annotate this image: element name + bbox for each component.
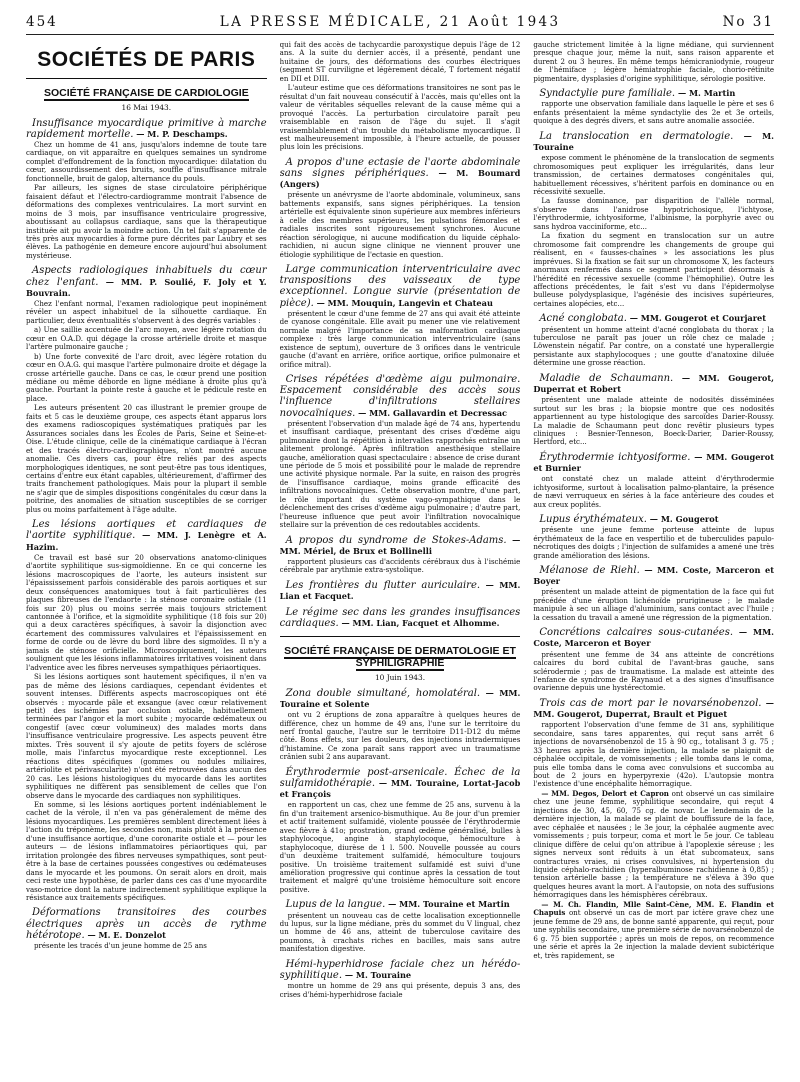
page-number: 454: [26, 14, 58, 30]
article-authors: — M. P. Deschamps.: [133, 128, 228, 139]
article-authors: — MM. Coste, Marceron et Boyer: [533, 627, 774, 649]
article-authors: — M. Touraine: [342, 970, 412, 981]
article-title-text: Concrétions calcaires sous-cutanées.: [539, 627, 734, 639]
article-authors: — MM. Gougerot et Courjaret: [626, 313, 767, 324]
article-title-text: Zona double simultané, homolatéral.: [285, 687, 481, 699]
article-title: [26, 907, 267, 941]
article-title-text: Crises répétées d'œdème aigu pulmonaire. Espacement considérable des accès sous l'influence d'infiltrations stellaires novocaïniques.: [279, 374, 521, 419]
paragraph: rapporte une observation familiale dans laquelle le père et ses 6 enfants présentaient la même syndactylie des 2e et 3e orteils, quoique à des degrés divers, et sans autre anomalie associée.: [533, 99, 774, 126]
paragraph: Par ailleurs, les signes de stase circulatoire périphérique faisaient défaut et l'électro-cardiogramme montrait l'absence de déformations des complexes ventriculaires. La mort survint en moins de 3 mois, par insuffisance ventriculaire progressive, aboutissant au collapsus cardiaque, sans que la thérapeutique instituée ait pu avoir la moindre action. Un tel fait s'apparente de très près aux myocardies à forme pure décrites par Laubry et ses élèves. La pathogénie en demeure encore aujourd'hui absolument mystérieuse.: [26, 183, 267, 260]
article-title: [533, 452, 774, 474]
article-authors: — MM. P. Soulié, F. Joly et Y. Bouvrain.: [26, 276, 267, 298]
article-authors: — MM. Gougerot, Duperrat, Brault et Piguet: [533, 697, 774, 720]
paragraph: Si les lésions aortiques sont hautement spécifiques, il n'en va pas de même des lésions cardiaques, cependant évidentes et souvent intenses. Différents aspects macroscopiques ont été observés : myocarde pâle et exsangue (avec cœur relativement petit) des ischémies par occlusion ostiale, habituellement terminées par l'angor et la mort subite ; myocarde œdémateux ou congestif (avec cœur volumineux) des malades morts dans l'insuffisance ventriculaire progressive. Les aspects peuvent être mixtes. Très souvent il s'y ajoute de petits foyers de sclérose molle, mais l'infarctus myocardique reste exceptionnel. Les réactions dites spécifiques (gommes ou nodules miliaires, artériolite et périvascularite) n'ont été retrouvées dans aucun des 20 cas. Les lésions histologiques du myocarde dans les aortites syphilitiques ne diffèrent pas sensiblement de celles que l'on observe dans le myocarde des cardiaques non syphilitiques.: [26, 672, 267, 800]
paragraph: La fixation du segment en translocation sur un autre chromosome fait comprendre les changements de groupe qui réalisent, en « fausses-chaînes » les associations les plus imprévues. Si la fixation se fait sur un chromosome X, les facteurs anormaux renfermés dans ce segment participent désormais à l'hérédité en récessive sexuelle (comme l'hémophilie). Outre les affections précédentes, le fait s'est vu dans l'épidermolyse bulleuse polydysplasique, l'agénésie des incisives supérieures, certaines alopécies, etc...: [533, 231, 774, 308]
article-title: [280, 264, 521, 309]
paragraph: présentent une femme de 34 ans atteinte de concrétions calcaires du bord cubital de l'avant-bras gauche, sans sclérodermie ; pas de traumatisme. La malade est atteinte des l'enfance de syndrome de Raynaud et a des signes d'insuffisance ovarienne depuis une hystérectomie.: [533, 649, 774, 693]
article-title-text: A propos d'une ectasie de l'aorte abdominale sans signes périphériques.: [279, 156, 521, 180]
paragraph: présente une jeune femme porteuse atteinte de lupus érythémateux de la face en vespertilio et de tuberculides papulo-nécrotiques des doigts ; l'injection de sulfamides a amené une très grande amélioration des lésions.: [533, 525, 774, 560]
paragraph: gauche strictement limitée à la ligne médiane, qui surviennent presque chaque jour, même la nuit, sans raison apparente et durent 2 ou 3 heures. En même temps hémicraniodynie, rougeur de l'hémiface ; légère hémiatrophie faciale, chorio-rétinite pigmentaire, dysplasies d'origine syphilitique, sérologie positive.: [533, 41, 774, 83]
article-authors: — M. Martin: [675, 88, 736, 99]
paragraph: présentent le cœur d'une femme de 27 ans qui avait été atteinte de cyanose congénitale. Elle avait pu mener une vie relativement normale malgré l'importance de sa malformation cardiaque complexe : très large communication interventriculaire (sans existence de septum), ouverture de 3 orifices dans le ventricule gauche (d'avant en arrière, orifice aortique, orifice pulmonaire et orifice mitral).: [279, 308, 521, 369]
article-title: [280, 374, 521, 419]
article-authors: — MM. Coste, Marceron et Boyer: [533, 565, 774, 587]
article-title: [280, 899, 521, 910]
article-title: [533, 698, 774, 720]
paragraph: présentent une malade atteinte de nodosités disséminées surtout sur les bras ; la biopsie montre que ces nodosités appartiennent au type histologique des sarcoïdes Darier-Roussy. La maladie de Schaumann peut donc revêtir plusieurs types cliniques : Besnier-Tenneson, Boeck-Darier, Darier-Roussy, Hertford, etc...: [533, 395, 774, 447]
paragraph: qui fait des accès de tachycardie paroxystique depuis l'âge de 12 ans. A la suite du dernier accès, il a présenté, pendant une huitaine de jours, des déformations des courbes électriques (segment ST curviligne et légèrement décalé, T fortement négatif en DII et DIII.: [279, 41, 521, 83]
paragraph: a) Une saillie accentuée de l'arc moyen, avec légère rotation du cœur en O.A.D. qui dégage la crosse artérielle droite et masque l'artère pulmonaire gauche ;: [26, 325, 267, 352]
article-title: [26, 265, 267, 299]
section-title: SOCIÉTÉS DE PARIS: [26, 47, 267, 79]
article-title-text: Déformations transitoires des courbes électriques après un accès de rythme hétérotope.: [26, 907, 267, 941]
article-title-text: Trois cas de mort par le novarsénobenzol.: [539, 697, 762, 709]
article-authors: — M. Gougerot: [646, 514, 719, 525]
article-title: [533, 565, 774, 587]
article-authors: — M. Ch. Flandin, Mlle Saint-Cène, MM. E. Flandin et Chapuis: [533, 899, 774, 918]
article-title-text: A propos du syndrome de Stokes-Adams.: [285, 534, 507, 546]
article-title-text: Insuffisance myocardique primitive à marche rapidement mortelle.: [26, 117, 267, 140]
paragraph: ont vu 2 éruptions de zona apparaître à quelques heures de différence, chez un homme de 49 ans, l'une sur le territoire du nerf frontal gauche, l'autre sur le territoire D11-D12 du même côté. Bons effets, sur les douleurs, des injections intradermiques d'histamine. Ce zona paraît sans rapport avec un traumatisme crânien subi 2 ans auparavant.: [279, 710, 521, 762]
paragraph: présentent un malade atteint de pigmentation de la face qui fut précédée d'une éruption lichénoïde prurigineuse ; le malade manipule à sec un alliage d'aluminium, sans contact avec l'huile ; la cessation du travail a amené une régression de la pigmentation.: [533, 587, 774, 622]
society-title-text: SOCIÉTÉ FRANÇAISE DE CARDIOLOGIE: [43, 87, 249, 100]
society-title: [280, 645, 521, 670]
article-authors: — MM. Touraine et Solente: [279, 687, 521, 709]
article-title-text: Maladie de Schaumann.: [539, 372, 674, 384]
session-date: 10 Juin 1943.: [374, 672, 426, 682]
article-title-text: Large communication interventriculaire avec transpositions des vaisseaux de type exceptionnel. Longue survie (présentation de pièce).: [279, 264, 521, 309]
paragraph-text: ont observé un cas de mort par ictère grave chez une jeune femme de 29 ans, de bonne santé apparente, qui reçut, pour une syphilis secondaire, une première série de novarsénobenzol de 6 g. 75 bien supportée ; après un mois de repos, on recommence une série et après la 2e injection la malade devient subictérique et, très rapidement, se: [533, 908, 774, 960]
paragraph: Ce travail est basé sur 20 observations anatomo-cliniques d'aortite syphilitique sus-sigmoïdienne. En ce qui concerne les lésions macroscopiques de l'aorte, les auteurs insistent sur l'épaississement parfois considérable des parois aortiques et sur deux conséquences anatomiques tout à fait particulières des plaques fibreuses de l'endaorte : la sténose coronaire ostiale (11 fois sur 20) plus ou moins serrée mais toujours strictement cantonnée à l'orifice, et la sigmoïdite syphilitique (18 fois sur 20) qui a deux caractères spécifiques, à savoir la disjonction avec écartement des commissures valvulaires et l'épaississement en forme de corde ou de lèvre du bord libre des sigmoïdes. Il n'y a jamais de sténose orificielle. Microscopiquement, les auteurs soulignent que les lésions inflammatoires irritatives voisinent dans l'adventice avec les fibres nerveuses sympathiques périaortiques.: [26, 552, 267, 672]
article-authors: — M. Touraine: [533, 130, 774, 152]
paragraph: rapportent l'observation d'une femme de 31 ans, syphilitique secondaire, sans tares apparentes, qui reçut sans arrêt 6 injections de novarsénobenzol de 15 à 90 cg., totalisant 3 g. 75 ; 33 heures après la dernière injection, la malade se plaignit de céphalée occipitale, de vomissements ; elle tomba dans le coma, puis elle tomba dans le coma avec convulsions et succomba au bout de 2 jours en hyperpyrexie (42o). L'autopsie montra l'existence d'une encéphalite hémorragique.: [533, 720, 774, 789]
article-title-text: Érythrodermie post-arsenicale. Échec de la sulfamidothérapie.: [279, 766, 521, 790]
column-1: [26, 41, 267, 1081]
article-authors: — MM. J. Lenègre et A. Hazim.: [26, 530, 267, 552]
article-title: [280, 580, 521, 602]
article-authors: — MM. Degos, Delort et Capron: [541, 788, 669, 798]
paragraph-text: ont observé un cas similaire chez une jeune femme, syphilitique secondaire, qui reçut 4 injections de 30, 45, 60, 75 cg. de novar. Le lendemain de la dernière injection, la malade se plaint de bouffissure de la face, avec céphalée et nausées ; le 3e jour, la céphalée augmente avec vomissements ; puis torpeur, coma et mort le 5e jour. Ce tableau clinique diffère de celui qu'on attribue à l'apoplexie séreuse ; les signes nerveux sont réduits à un état subcomateux, sans contractures vraies, ni crises convulsives, ni hypertension du liquide céphalo-rachidien (hyperalbuminose rachidienne à 0,85) ; tension artérielle basse ; la température ne s'éleva à 39o que quelques heures avant la mort. A l'autopsie, on nota des suffusions hémorragiques dans les hémisphères cérébraux.: [533, 788, 774, 900]
paragraph: Chez l'enfant normal, l'examen radiologique peut inopinément révéler un aspect inhabituel de la silhouette cardiaque. En particulier, deux éventualités s'observent à des degrés variables :: [26, 298, 267, 325]
paragraph: [533, 790, 774, 900]
article-authors: — MM. Lian, Facquet et Alhomme.: [338, 618, 500, 629]
article-authors: — MM. Gougerot, Duperrat et Robert: [533, 372, 774, 394]
paragraph: présentent un homme atteint d'acné conglobata du thorax ; la tuberculose ne paraît pas jouer un rôle chez ce malade ; Löwenstein négatif. Par contre, on a constaté une hyperallergie persistante aux staphylocoques ; une goutte d'anatoxine diluée détermine une grosse réaction.: [533, 324, 774, 368]
article-authors: — M. Boumard (Angers): [279, 168, 521, 190]
article-authors: — MM. Touraine, Lortat-Jacob et François: [279, 778, 521, 800]
divider: [280, 636, 521, 637]
article-title-text: Érythrodermie ichtyosiforme.: [539, 451, 691, 463]
paragraph: présentent un nouveau cas de cette localisation exceptionnelle du lupus, sur la ligne médiane, près du sommet du V lingual, chez un homme de 46 ans, atteint de tuberculose cavitaire des poumons, à crachats riches en bacilles, mais sans autre manifestation digestive.: [279, 910, 521, 954]
article-title: [280, 607, 521, 629]
article-title-text: Lupus de la langue.: [285, 899, 386, 911]
society-title: [26, 87, 267, 100]
article-title-text: Les frontières du flutter auriculaire.: [285, 579, 481, 591]
article-authors: — MM. Mouquin, Langevin et Chateau: [313, 297, 493, 308]
article-authors: — MM. Gallavardin et Decressac: [355, 407, 507, 418]
article-title: [533, 373, 774, 395]
society-title-text: SOCIÉTÉ FRANÇAISE DE DERMATOLOGIE ET SYPHILIGRAPHIE: [284, 644, 516, 670]
journal-title: LA PRESSE MÉDICALE, 21 Août 1943: [219, 14, 561, 30]
paragraph: [533, 901, 774, 960]
article-authors: — M. E. Donzelot: [84, 929, 166, 940]
article-title: [533, 627, 774, 649]
article-authors: — MM. Touraine et Martin: [385, 899, 510, 910]
article-title-text: Les lésions aortiques et cardiaques de l'aortite syphilitique.: [26, 519, 267, 542]
article-title: [280, 535, 521, 557]
article-title: [533, 131, 774, 153]
article-title: [533, 88, 774, 99]
article-title: [280, 688, 521, 710]
running-header: [26, 14, 774, 35]
column-3: [533, 41, 774, 1081]
paragraph: Les auteurs présentent 20 cas illustrant le premier groupe de faits et 5 cas le deuxième groupe, ces aspects étant apparus lors des examens radioscopiques systématiques pratiqués par les Assurances sociales dans les Écoles de Paris, Seine et Seine-et-Oise. L'étude clinique, celle de la cinématique cardiaque à l'écran et des tracés électro-cardiographiques, n'ont montré aucune anomalie. Ces divers cas, pour être reliés par des aspects morphologiques identiques, ne sont peut-être pas tous identiques, certains d'entre eux étant capables, ultérieurement, d'affirmer des traits franchement pathologiques. Mais pour la plupart il semble ne s'agir que de simples dispositions congénitales du cœur dans la poitrine, des anomalies de situation susceptibles de se corriger plus ou moins parfaitement à l'âge adulte.: [26, 403, 267, 514]
paragraph: La fausse dominance, par disparition de l'allèle normal, s'observe dans l'anidrose hypotrichosique, l'ichtyose, l'érythrodermie, ichtyosiforme, l'albinisme, la porphyrie avec ou sans hydroa vacciniforme, etc...: [533, 196, 774, 231]
article-title-text: Le régime sec dans les grandes insuffisances cardiaques.: [279, 607, 521, 630]
article-title-text: Acné conglobata.: [539, 313, 627, 325]
paragraph: ont constaté chez un malade atteint d'érythrodermie ichtyosiforme, surtout à localisation palmo-plantaire, la présence de nævi verruqueux en séries à la face antérieure des coudes et aux creux poplités.: [533, 474, 774, 509]
paragraph: rapportent plusieurs cas d'accidents cérébraux dus à l'ischémie cérébrale par arythmie extra-systolique.: [279, 557, 521, 575]
article-title-text: Hémi-hyperhidrose faciale chez un hérédo-syphilitique.: [279, 958, 521, 982]
session-date: 16 Mai 1943.: [121, 102, 172, 112]
article-title-text: Mélanose de Riehl.: [539, 565, 640, 577]
paragraph: b) Une forte convexité de l'arc droit, avec légère rotation du cœur en O.A.G. qui masque l'artère pulmonaire droite et dégage la crosse artérielle gauche. Dans ce cas, le cœur prend une position médiane ou même déborde en ligne médiane à droite plus qu'à gauche. Pourtant la pointe reste à gauche et le pédicule reste en place.: [26, 351, 267, 403]
article-title: [280, 767, 521, 801]
article-authors: — MM. Mériel, de Brux et Bollinelli: [279, 534, 521, 556]
article-title: [280, 959, 521, 981]
article-title: [26, 519, 267, 553]
article-title: [26, 118, 267, 140]
paragraph: expose comment le phénomène de la translocation de segments chromosomiques peut expliquer les irrégularités, dans leur transmission, de certaines dermatoses congénitales qui, habituellement récessives, s'héritent parfois en dominance ou en récessivité sexuelle.: [533, 153, 774, 196]
paragraph: présente un anévrysme de l'aorte abdominale, volumineux, sans battements expansifs, sans signes périphériques. La tension artérielle est équivalente sinon supérieure aux membres inférieurs à celle des membres supérieurs, les pulsations fémorales et radiales inscrites sont rigoureusement synchrones. Aucune réaction sérologique, ni aucune modification du liquide céphalo-rachidien, ni aucun signe clinique ne viennent prouver une étiologie syphilitique de l'ectasie en question.: [279, 190, 521, 259]
paragraph: L'auteur estime que ces déformations transitoires ne sont pas le résultat d'un fait nouveau consécutif à l'accès, mais qu'elles ont la valeur de véritables séquelles relevant de la cause même qui a provoqué l'accès. La perturbation circulatoire paraît peu vraisemblable en raison de l'âge du sujet. Il s'agit vraisemblablement d'un trouble du métabolisme myocardique. Il est malheureusement impossible, à l'heure actuelle, de pousser plus loin les précisions.: [279, 83, 521, 152]
article-authors: — MM. Gougerot et Burnier: [533, 451, 774, 474]
article-title-text: Lupus érythémateux.: [539, 514, 647, 526]
issue-number: No 31: [722, 14, 774, 30]
article-title-text: Syndactylie pure familiale.: [539, 88, 676, 100]
paragraph: montre un homme de 29 ans qui présente, depuis 3 ans, des crises d'hémi-hyperhidrose faciale: [279, 981, 521, 999]
column-2: [280, 41, 521, 1081]
paragraph: En somme, si les lésions aortiques portent indéniablement le cachet de la vérole, il n'en va pas généralement de même des lésions myocardiques. Les premières semblent directement liées à l'action du tréponème, les secondes non, mais plutôt à la présence d'une insuffisance aortique, d'une coronarite ostiale et — pour les auteurs — de lésions inflammatoires périaortiques qui, par irritation prolongée des fibres nerveuses sympathiques, sont peut-être à la base de certaines poussées congestives ou œdémateuses dans le myocarde et les poumons. On serait alors en droit, mais ceci reste une hypothèse, de parler dans ces cas d'une myocardite vaso-motrice dont la nature indirectement syphilitique explique la résistance aux traitements spécifiques.: [26, 799, 267, 902]
article-title: [533, 514, 774, 525]
article-title: [280, 157, 521, 191]
article-title: [533, 313, 774, 324]
paragraph: en rapportent un cas, chez une femme de 25 ans, survenu à la fin d'un traitement arsenico-bismuthique. Au 8e jour d'un premier et actif traitement sulfamidé, violente poussée de l'érythrodermie avec fièvre à 41o; prostration, grand œdème généralisé, bulles à staphylocoque, angine à staphylocoque, hémoculture à staphylocoque, diurèse de 1 l. 500. Nouvelle poussée au cours d'un deuxième traitement sulfamidé, hémoculture toujours positive. Un troisième traitement sulfamidé est suivi d'une amélioration progressive qui continue après la cessation de tout traitement et malgré qu'une troisième hémoculture soit encore positive.: [279, 800, 521, 894]
paragraph: présente les tracés d'un jeune homme de 25 ans: [34, 940, 207, 950]
article-authors: — MM. Lian et Facquet.: [279, 579, 521, 602]
paragraph: Chez un homme de 41 ans, jusqu'alors indemne de toute tare cardiaque, on vit apparaître en quelques semaines un syndrome complet d'effondrement de la fonction myocardique: dilatation du cœur, assourdissement des bruits, souffle d'insuffisance mitrale fonctionnelle, bruit de galop, alternance du pouls.: [26, 140, 267, 183]
article-title-text: Aspects radiologiques inhabituels du cœur chez l'enfant.: [26, 265, 267, 288]
article-title-text: La translocation en dermatologie.: [539, 130, 734, 142]
paragraph: présentent l'observation d'un malade âgé de 74 ans, hypertendu et insuffisant cardiaque, présentant des crises d'œdème aigu pulmonaire dont la répétition à intervalles rapprochés entraîne un alitement prolongé. Après infiltration anesthésique stellaire gauche, amélioration quasi spectaculaire : absence de crise durant une période de 5 mois et possibilité pour le malade de reprendre une activité physique normale. Par la suite, en raison des progrès de l'insuffisance cardiaque, moins grande efficacité des infiltrations novocaïniques. Cette observation montre, d'une part, le rôle important du système vago-sympathique dans le déclenchement des crises d'œdème aigu pulmonaire ; d'autre part, l'heureuse influence que peut avoir l'infiltration novocaïnique stellaire sur la prévention de ces redoutables accidents.: [279, 418, 521, 530]
